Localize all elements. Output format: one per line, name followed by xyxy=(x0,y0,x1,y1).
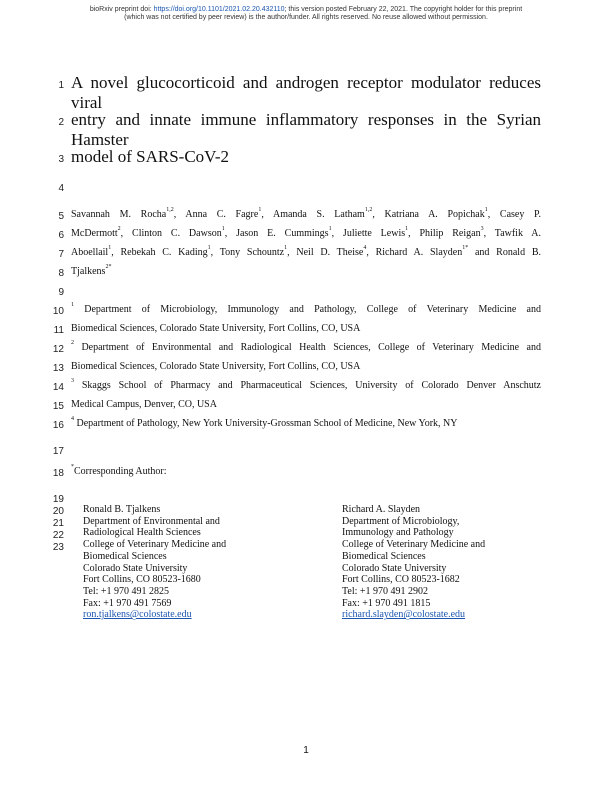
author-name: , Philip Reigan xyxy=(408,228,481,239)
affiliation-1-line1 xyxy=(71,304,541,316)
title-line-3: model of SARS-CoV-2 xyxy=(71,147,230,166)
preprint-header-line2: (which was not certified by peer review) is the author/funder. All rights reserved. No reuse allowed without permission. xyxy=(124,14,488,21)
contact-line: Richard A. Slayden xyxy=(342,504,421,515)
author-affiliation-sup: 1 xyxy=(258,207,262,213)
author-name: and Ronald B. xyxy=(468,247,542,258)
author-affiliation-sup: 2* xyxy=(105,264,112,270)
author-affiliation-sup: 1 xyxy=(484,207,488,213)
contact-line: Fax: +1 970 491 7569 xyxy=(83,597,172,609)
author-affiliation-sup: 1 xyxy=(108,245,112,251)
line-number: 21 xyxy=(52,518,64,529)
line-number: 11 xyxy=(53,325,64,336)
affiliation-sup: 2 xyxy=(71,340,74,346)
line-number: 17 xyxy=(52,446,64,457)
affiliation-1-line2: Biomedical Sciences, Colorado State University, Fort Collins, CO, USA xyxy=(71,323,361,334)
contact-line: Fax: +1 970 491 1815 xyxy=(342,597,431,609)
contact-line: Radiological Health Sciences xyxy=(83,527,201,539)
author-name: , Jason E. Cummings xyxy=(224,228,329,239)
line-number: 19 xyxy=(52,494,64,505)
authors-line-8 xyxy=(71,266,541,278)
line-number: 6 xyxy=(58,230,64,241)
line-number: 22 xyxy=(52,530,64,541)
contact-line: College of Veterinary Medicine and xyxy=(83,539,227,551)
author-name: , Tawfik A. xyxy=(483,228,541,239)
authors-line-7 xyxy=(71,247,541,259)
affiliation-3-line1 xyxy=(71,380,541,392)
author-affiliation-sup: 4 xyxy=(363,245,367,251)
affiliation-text: Department of Pathology, New York University-Grossman School of Medicine, New York, NY xyxy=(74,418,458,429)
corresponding-author-label xyxy=(71,466,541,478)
author-name: , Tony Schountz xyxy=(210,247,285,258)
line-number: 14 xyxy=(52,382,64,393)
affiliation-4-line1 xyxy=(71,418,541,430)
author-name: , Casey P. xyxy=(487,209,541,220)
author-affiliation-sup: 1 xyxy=(328,226,332,232)
contact-line: Tel: +1 970 491 2902 xyxy=(342,585,429,597)
line-number: 1 xyxy=(58,80,64,91)
contact-line: Department of Environmental and xyxy=(83,515,220,527)
author-name: , Rebekah C. Kading xyxy=(111,247,208,258)
authors-line-6 xyxy=(71,228,541,240)
line-number: 12 xyxy=(52,344,64,355)
line-number: 16 xyxy=(52,420,64,431)
page-number: 1 xyxy=(303,745,309,756)
author-name: Savannah M. Rocha xyxy=(71,209,167,220)
author-name: , Neil D. Theise xyxy=(287,247,364,258)
header-text: bioRxiv preprint doi: xyxy=(89,6,154,13)
contact-column-slayden xyxy=(342,504,485,621)
line-number: 5 xyxy=(58,211,64,222)
preprint-header-line1 xyxy=(0,6,612,14)
author-affiliation-sup: 1* xyxy=(462,245,469,251)
author-name: , Richard A. Slayden xyxy=(366,247,463,258)
author-affiliation-sup: 2 xyxy=(117,226,121,232)
affiliation-sup: 4 xyxy=(71,416,74,422)
header-text: ; this version posted February 22, 2021. The copyright holder for this preprint xyxy=(284,6,523,13)
author-affiliation-sup: 1,2 xyxy=(166,207,174,213)
line-number: 10 xyxy=(52,306,64,317)
contact-line: Tel: +1 970 491 2825 xyxy=(83,585,170,597)
author-name: , Juliette Lewis xyxy=(331,228,406,239)
contact-line: College of Veterinary Medicine and xyxy=(342,539,486,551)
line-number: 7 xyxy=(58,249,64,260)
contact-line: Biomedical Sciences xyxy=(83,550,167,562)
affiliation-3-line2: Medical Campus, Denver, CO, USA xyxy=(71,399,217,410)
contact-line: Biomedical Sciences xyxy=(342,550,426,562)
title-line-2: entry and innate immune inflammatory responses in the Syrian Hamster xyxy=(71,110,541,149)
corresponding-text: Corresponding Author: xyxy=(74,466,167,477)
contact-line: Colorado State University xyxy=(342,562,447,574)
author-name: , Amanda S. Latham xyxy=(261,209,365,220)
line-number: 2 xyxy=(58,117,64,128)
contact-line: Fort Collins, CO 80523-1682 xyxy=(342,574,460,586)
line-number: 23 xyxy=(52,542,64,553)
author-name: Aboellail xyxy=(71,247,109,258)
author-name: , Clinton C. Dawson xyxy=(120,228,222,239)
affiliation-2-line1 xyxy=(71,342,541,354)
contact-line: Colorado State University xyxy=(83,562,188,574)
line-number: 4 xyxy=(58,183,64,194)
line-number: 13 xyxy=(52,363,64,374)
line-number: 8 xyxy=(58,268,64,279)
author-affiliation-sup: 1 xyxy=(284,245,288,251)
author-name: McDermott xyxy=(71,228,118,239)
author-affiliation-sup: 1 xyxy=(221,226,225,232)
affiliation-sup: 3 xyxy=(71,378,74,384)
author-affiliation-sup: 1 xyxy=(207,245,211,251)
author-affiliation-sup: 1,2 xyxy=(364,207,373,213)
affiliation-text: Skaggs School of Pharmacy and Pharmaceutical Sciences, University of Colorado Denver Anschutz xyxy=(74,380,541,391)
author-affiliation-sup: 1 xyxy=(405,226,409,232)
contact-email-link[interactable]: richard.slayden@colostate.edu xyxy=(342,609,466,621)
contact-line: Ronald B. Tjalkens xyxy=(83,504,161,515)
contact-line: Department of Microbiology, xyxy=(342,515,460,527)
line-number: 3 xyxy=(58,154,64,165)
line-number: 9 xyxy=(58,287,64,298)
contact-email-link[interactable]: ron.tjalkens@colostate.edu xyxy=(83,609,192,621)
affiliation-2-line2: Biomedical Sciences, Colorado State University, Fort Collins, CO, USA xyxy=(71,361,361,372)
authors-line-5 xyxy=(71,209,541,221)
author-name: Tjalkens xyxy=(71,266,106,277)
line-number: 15 xyxy=(52,401,64,412)
doi-link[interactable]: https://doi.org/10.1101/2021.02.20.432110 xyxy=(153,6,285,13)
contact-line: Fort Collins, CO 80523-1680 xyxy=(83,574,201,586)
author-name: , Katriana A. Popichak xyxy=(372,209,485,220)
affiliation-sup: 1 xyxy=(71,302,74,308)
line-number: 18 xyxy=(52,468,64,479)
line-number: 20 xyxy=(52,506,64,517)
affiliation-text: Department of Microbiology, Immunology and Pathology, College of Veterinary Medicine and xyxy=(74,304,541,315)
author-affiliation-sup: 3 xyxy=(480,226,484,232)
corresponding-sup: * xyxy=(71,464,74,470)
title-line-1: A novel glucocorticoid and androgen receptor modulator reduces viral xyxy=(71,73,541,112)
contact-line: Immunology and Pathology xyxy=(342,527,454,539)
contact-column-tjalkens xyxy=(83,504,226,621)
affiliation-text: Department of Environmental and Radiological Health Sciences, College of Veterinary Medicine and xyxy=(74,342,541,353)
author-name: , Anna C. Fagre xyxy=(173,209,259,220)
